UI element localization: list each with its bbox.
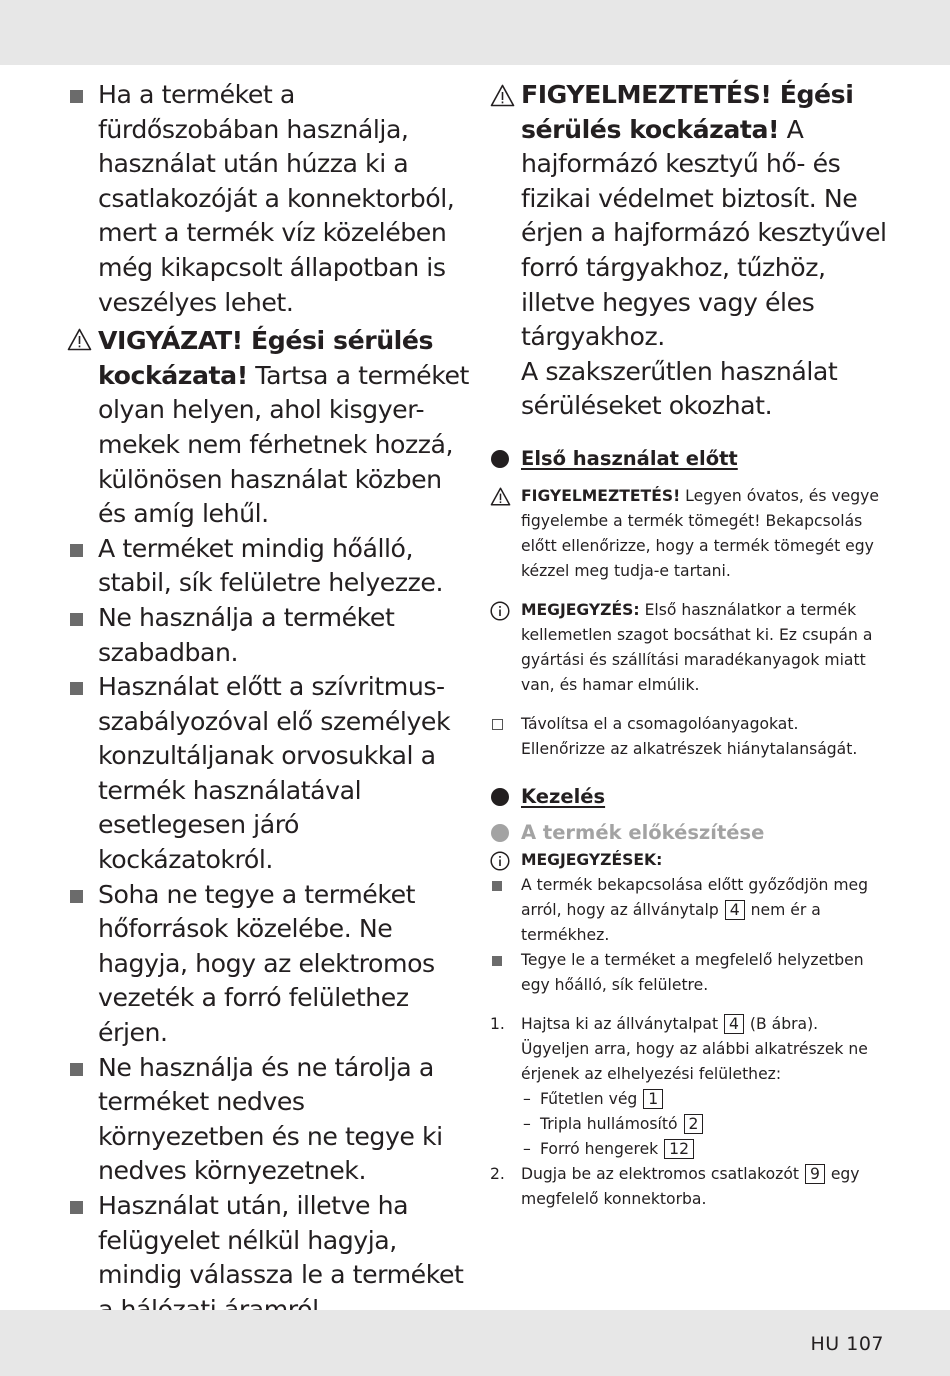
item-text: A terméket mindig hőálló, stabil, sík felületre helyezze. [98,533,443,598]
section-heading [490,784,890,810]
item-text: Használat előtt a szívritmus-szabályozóval elő személyek konzultáljanak orvosukkal a termék használatával esetlegesen járó kockázatokról. [98,672,451,875]
item-text: Használat után, illetve ha felügyelet nélkül hagyja, mindig válassza le a terméket [98,1191,464,1290]
step-number: 1. [490,1014,505,1033]
warning-triangle-icon [490,84,515,107]
part-list-item [490,1137,890,1162]
step-text: Dugja be az elektromos csatlakozót [521,1164,804,1183]
bullet-square-icon [70,1201,83,1214]
item-text: Ha a terméket a fürdőszobában használja, használat után húzza ki a csatlakozóját a konnektorból, mert a termék víz közelében még kikapcsolt állapotban is veszélyes lehet. [98,80,455,317]
bullet-square-icon [70,890,83,903]
dash-bullet: – [523,1114,531,1133]
subsection-title: A termék előkészítése [521,820,765,844]
bullet-square-icon [70,1063,83,1076]
item-text: Ne használja és ne tárolja a terméket nedves környezetben és ne tegye ki nedves környezetnek. [98,1052,443,1186]
list-item [70,1051,470,1189]
warning-triangle-icon [67,328,92,351]
part-ref: 12 [664,1139,694,1159]
part-label: Forró hengerek [540,1139,664,1158]
warning-text: Legyen óvatos, és vegye figyelembe a termék tömegét! Bekapcsolás előtt ellenőrizze, hogy a termék tömegét egy kézzel meg tudja-e tartani. [521,486,879,580]
notes-label: MEGJEGYZÉSEK: [521,850,663,869]
step-text: Hajtsa ki az állványtalpat [521,1014,724,1033]
warning-label: FIGYELMEZTETÉS! Égési sérülés kockázata! [521,80,854,144]
part-label: Tripla hullámosító [540,1114,683,1133]
note-label: MEGJEGYZÉS: [521,600,640,619]
bullet-dot-icon [491,788,509,806]
part-ref: 9 [805,1164,825,1184]
warning-note [490,484,890,584]
list-item [70,878,470,1051]
list-item [70,1189,470,1327]
bullet-square-icon [492,956,502,966]
note-text: nem ér a termékhez. [521,900,821,944]
bullet-square-icon [70,544,83,557]
part-ref: 4 [725,900,745,920]
warning-label: FIGYELMEZTETÉS! [521,486,681,505]
dash-bullet: – [523,1139,531,1158]
section-heading [490,446,890,472]
item-text: Ne használja a terméket szabadban. [98,602,395,667]
right-column [490,78,890,1212]
step-number: 2. [490,1164,505,1183]
notes-label-row [490,848,890,873]
part-ref: 4 [724,1014,744,1034]
note-bullet [490,948,890,998]
section-title: Kezelés [521,784,606,808]
warning-text-2: A szakszerűtlen használat sérüléseket okozhat. [521,356,838,421]
part-ref: 1 [643,1089,663,1109]
checklist-item [490,712,890,762]
part-label: Fűtetlen vég [540,1089,643,1108]
warning-block [490,78,890,424]
note-text: Első használatkor a termék kellemetlen szagot bocsáthat ki. Ez csupán a gyártási és szállítási maradékanyagok miatt van, és hamar elmúlik. [521,600,873,694]
part-list-item [490,1112,890,1137]
left-column [70,78,470,1327]
info-icon [490,851,510,871]
bullet-square-icon [70,613,83,626]
subsection-heading [490,820,890,846]
section-title: Első használat előtt [521,446,738,470]
step-text: egy megfelelő konnektorba. [521,1164,860,1208]
note-bullet [490,873,890,948]
dash-bullet: – [523,1089,531,1108]
step-text: (B ábra). Ügyeljen arra, hogy az alábbi alkatrészek ne érjenek az elhelyezési felülethez: [521,1014,868,1083]
list-item [70,532,470,601]
warning-text: Tartsa a terméket olyan helyen, ahol kisgyer-mekek nem férhetnek hozzá, különösen használat közben és amíg lehűl. [98,360,469,529]
warning-triangle-icon [490,487,511,506]
bullet-dot-icon [491,824,509,842]
note-text: A termék bekapcsolása előtt győződjön meg arról, hogy az állványtalp [521,875,869,919]
checklist-line: Távolítsa el a csomagolóanyagokat. [521,714,799,733]
list-item [70,78,470,320]
step-item [490,1162,890,1212]
checklist-line: Ellenőrizze az alkatrészek hiánytalanságát. [521,739,858,758]
bullet-square-icon [70,682,83,695]
list-item [70,670,470,878]
info-note [490,598,890,698]
info-icon [490,601,510,621]
list-item [70,601,470,670]
page-header-band [0,0,950,65]
warning-item [70,324,470,532]
page-number: HU 107 [810,1333,884,1355]
page-footer-band [0,1310,950,1376]
bullet-dot-icon [491,450,509,468]
part-list-item [490,1087,890,1112]
checkbox-icon [492,719,503,730]
warning-text: A hajformázó kesztyű hő- és fizikai védelmet biztosít. Ne érjen a hajformázó kesztyűvel forró tárgyakhoz, tűzhöz, illetve hegyes vagy éles tárgyakhoz. [521,114,887,352]
note-text: Tegye le a terméket a megfelelő helyzetben egy hőálló, sík felületre. [521,950,864,994]
bullet-square-icon [492,881,502,891]
warning-label: VIGYÁZAT! Égési sérülés kockázata! [98,326,434,390]
step-item [490,1012,890,1087]
part-ref: 2 [684,1114,704,1134]
bullet-square-icon [70,90,83,103]
item-text: Soha ne tegye a terméket hőforrások közelébe. Ne hagyja, hogy az elektromos vezeték a forró felülethez érjen. [98,879,435,1048]
